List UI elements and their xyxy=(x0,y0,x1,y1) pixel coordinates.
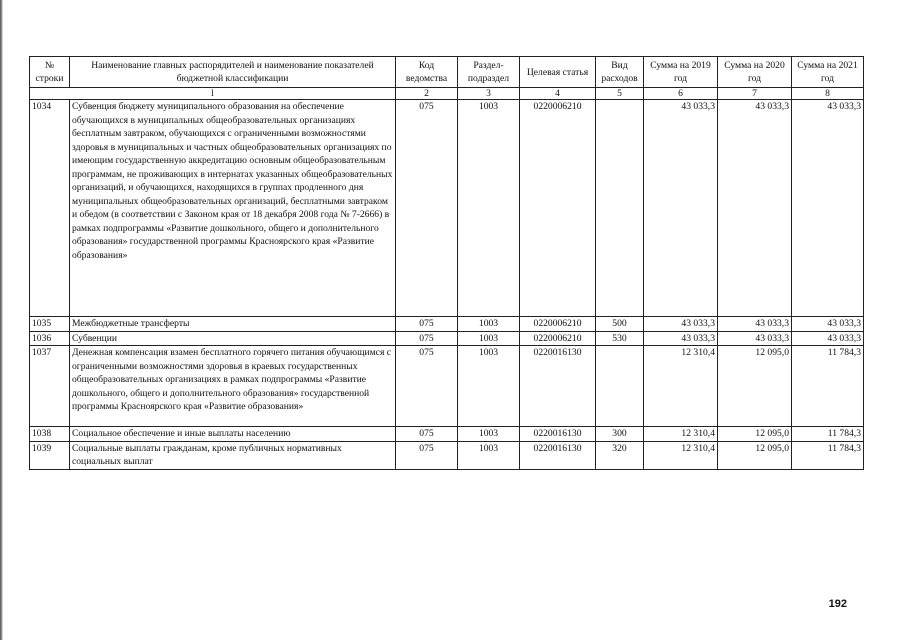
column-number: 4 xyxy=(520,88,596,100)
row-sum-2019: 12 310,4 xyxy=(644,441,718,469)
row-name: Социальные выплаты гражданам, кроме публичных нормативных социальных выплат xyxy=(70,441,396,469)
row-target: 0220016130 xyxy=(520,346,596,427)
row-target: 0220006210 xyxy=(520,317,596,332)
row-sum-2019: 43 033,3 xyxy=(644,100,718,317)
row-expense-type xyxy=(596,100,644,317)
row-target: 0220016130 xyxy=(520,427,596,442)
row-sum-2021: 43 033,3 xyxy=(792,317,864,332)
row-sum-2021: 11 784,3 xyxy=(792,441,864,469)
row-number: 1034 xyxy=(30,100,70,317)
budget-table xyxy=(29,56,864,470)
page-number: 192 xyxy=(828,598,847,610)
header-name: Наименование главных распорядителей и наименование показателей бюджетной классификации xyxy=(70,57,396,88)
row-number: 1035 xyxy=(30,317,70,332)
row-sum-2019: 12 310,4 xyxy=(644,346,718,427)
row-expense-type: 320 xyxy=(596,441,644,469)
column-number: 2 xyxy=(396,88,458,100)
header-sum-2019: Сумма на 2019 год xyxy=(644,57,718,88)
column-number: 3 xyxy=(458,88,520,100)
row-target: 0220006210 xyxy=(520,331,596,346)
row-sum-2021: 11 784,3 xyxy=(792,427,864,442)
row-number: 1039 xyxy=(30,441,70,469)
row-expense-type: 500 xyxy=(596,317,644,332)
row-number: 1037 xyxy=(30,346,70,427)
column-number: l xyxy=(30,88,396,100)
row-name: Социальное обеспечение и иные выплаты населению xyxy=(70,427,396,442)
header-dept-code: Код ведомства xyxy=(396,57,458,88)
table-row xyxy=(30,331,864,346)
table-row xyxy=(30,100,864,317)
column-number-row xyxy=(30,88,864,100)
row-dept-code: 075 xyxy=(396,346,458,427)
row-sum-2020: 43 033,3 xyxy=(718,331,792,346)
row-name: Субвенции xyxy=(70,331,396,346)
header-sum-2020: Сумма на 2020 год xyxy=(718,57,792,88)
row-sum-2020: 43 033,3 xyxy=(718,317,792,332)
row-dept-code: 075 xyxy=(396,331,458,346)
row-expense-type: 530 xyxy=(596,331,644,346)
row-target: 0220006210 xyxy=(520,100,596,317)
row-section: 1003 xyxy=(458,331,520,346)
row-sum-2019: 43 033,3 xyxy=(644,331,718,346)
row-target: 0220016130 xyxy=(520,441,596,469)
row-name: Межбюджетные трансферты xyxy=(70,317,396,332)
row-section: 1003 xyxy=(458,100,520,317)
row-expense-type xyxy=(596,346,644,427)
row-dept-code: 075 xyxy=(396,100,458,317)
header-target: Целевая статья xyxy=(520,57,596,88)
row-name: Субвенция бюджету муниципального образования на обеспечение обучающихся в муниципальных общеобразовательных организациях бесплатным завтраком, обучающихся с ограниченными возможностями здоровья в муниципальных и частных общеобразовательных организациях по имеющим государственную аккредитацию основным общеобразовательным программам, не проживающих в интернатах указанных общеобразовательных организаций, и обучающихся, находящихся в группах продленного дня муниципальных общеобразовательных организаций, бесплатными завтраком и обедом (в соответствии с Законом края от 18 декабря 2008 года № 7-2666) в рамках подпрограммы «Развитие дошкольного, общего и дополнительного образования» государственной программы Красноярского края «Развитие образования» xyxy=(70,100,396,317)
row-section: 1003 xyxy=(458,441,520,469)
row-dept-code: 075 xyxy=(396,441,458,469)
row-section: 1003 xyxy=(458,427,520,442)
row-section: 1003 xyxy=(458,317,520,332)
header-sum-2021: Сумма на 2021 год xyxy=(792,57,864,88)
row-dept-code: 075 xyxy=(396,317,458,332)
scan-edge-shadow xyxy=(0,0,3,640)
row-name: Денежная компенсация взамен бесплатного горячего питания обучающимся с ограниченными возможностями здоровья в краевых государственных общеобразовательных организациях в рамках подпрограммы «Развитие дошкольного, общего и дополнительного образования» государственной программы Красноярского края «Развитие образования» xyxy=(70,346,396,427)
row-expense-type: 300 xyxy=(596,427,644,442)
header-row-number: № строки xyxy=(30,57,70,88)
row-sum-2020: 12 095,0 xyxy=(718,441,792,469)
row-sum-2021: 11 784,3 xyxy=(792,346,864,427)
row-sum-2019: 43 033,3 xyxy=(644,317,718,332)
table-row xyxy=(30,317,864,332)
column-number: 7 xyxy=(718,88,792,100)
column-number: 8 xyxy=(792,88,864,100)
table-row xyxy=(30,441,864,469)
column-number: 6 xyxy=(644,88,718,100)
table-row xyxy=(30,427,864,442)
row-sum-2020: 43 033,3 xyxy=(718,100,792,317)
row-sum-2020: 12 095,0 xyxy=(718,427,792,442)
row-sum-2021: 43 033,3 xyxy=(792,100,864,317)
row-section: 1003 xyxy=(458,346,520,427)
header-expense-type: Вид расходов xyxy=(596,57,644,88)
column-number: 5 xyxy=(596,88,644,100)
row-number: 1038 xyxy=(30,427,70,442)
row-sum-2021: 43 033,3 xyxy=(792,331,864,346)
row-dept-code: 075 xyxy=(396,427,458,442)
table-row xyxy=(30,346,864,427)
header-row xyxy=(30,57,864,88)
row-sum-2019: 12 310,4 xyxy=(644,427,718,442)
row-number: 1036 xyxy=(30,331,70,346)
header-section: Раздел-подраздел xyxy=(458,57,520,88)
row-sum-2020: 12 095,0 xyxy=(718,346,792,427)
